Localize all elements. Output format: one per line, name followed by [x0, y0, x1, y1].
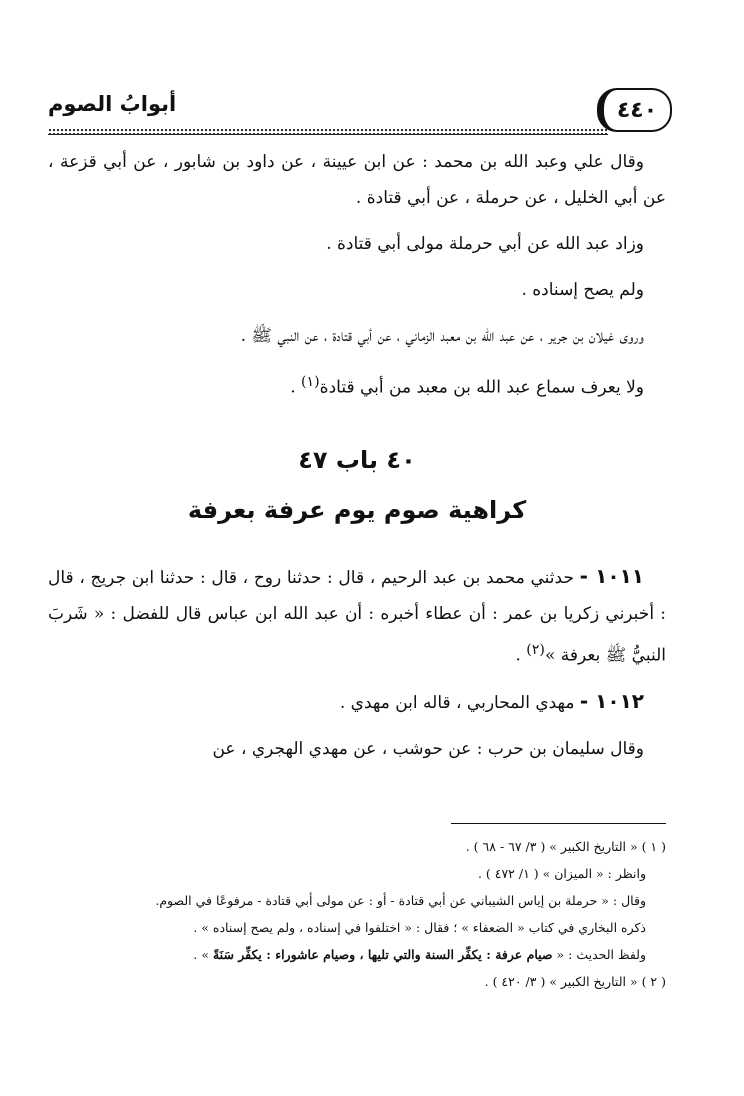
- paragraph: وقال علي وعبد الله بن محمد : عن ابن عيينة ، عن داود بن شابور ، عن أبي قزعة ، عن أبي الخليل ، عن حرملة ، عن أبي قتادة .: [48, 152, 666, 208]
- footnote-separator: [451, 823, 666, 824]
- hadith-number: ١٠١٢ -: [579, 689, 644, 714]
- hadith-paragraph: [48, 683, 666, 721]
- paragraph: وروى غيلان بن جرير ، عن عبد الله بن معبد الزماني ، عن أبي قتادة ، عن النبي ﷺ .: [240, 326, 644, 346]
- chapter-title: كراهية صوم يوم عرفة بعرفة: [187, 495, 527, 524]
- footnote-text: ولفظ الحديث : «: [556, 947, 646, 962]
- footnote: ( ١ ) « التاريخ الكبير » ( ٣/ ٦٧ - ٦٨ ) .: [465, 839, 666, 854]
- header-dotted-rule: [48, 128, 608, 135]
- book-page: [48, 88, 666, 1028]
- paragraph-text: ولا يعرف سماع عبد الله بن معبد من أبي قتادة: [319, 377, 644, 398]
- footnote: ( ٢ ) « التاريخ الكبير » ( ٣/ ٤٢٠ ) .: [484, 974, 666, 989]
- hadith-text: مهدي المحاربي ، قاله ابن مهدي .: [339, 693, 575, 714]
- paragraph: وزاد عبد الله عن أبي حرملة مولى أبي قتادة .: [326, 234, 644, 254]
- footnotes: [48, 833, 666, 995]
- footnote: [48, 941, 666, 968]
- chapter-heading: ٤٠ باب ٤٧: [298, 445, 416, 474]
- page-number: ٤٤٠: [597, 88, 672, 132]
- footnote-ref: (١): [301, 374, 320, 390]
- footnote-quote: صيام عرفة : يكفِّر السنة والتي تليها ، وصيام عاشوراء : يكفِّر سَنَةً: [212, 947, 553, 962]
- paragraph: وقال سليمان بن حرب : عن حوشب ، عن مهدي الهجري ، عن: [212, 739, 644, 760]
- running-title: أبوابُ الصوم: [48, 92, 177, 116]
- page-header: [48, 88, 666, 138]
- footnote: وقال : « حرملة بن إياس الشيباني عن أبي قتادة - أو : عن مولى أبي قتادة - مرفوعًا في الصوم.: [155, 893, 646, 908]
- hadith-paragraph: [48, 558, 666, 674]
- footnote-text: » .: [193, 947, 209, 962]
- hadith-text: حدثني محمد بن عبد الرحيم ، قال : حدثنا روح ، قال : حدثنا ابن جريج ، قال : أخبرني زكريا بن عمر : أن عطاء أخبره : أن عبد الله ابن عباس قال للفضل : « شَربَ النبيُّ ﷺ بعرفة »: [48, 567, 666, 666]
- main-text: [48, 144, 666, 767]
- paragraph: ولم يصح إسناده .: [521, 280, 644, 300]
- footnote: وانظر : « الميزان » ( ١/ ٤٧٢ ) .: [477, 866, 646, 881]
- footnote-ref: (٢): [526, 641, 545, 658]
- footnote: ذكره البخاري في كتاب « الضعفاء » ؛ فقال : « اختلفوا في إسناده ، ولم يصح إسناده » .: [193, 920, 646, 935]
- paragraph: [48, 364, 666, 406]
- paragraph-end: .: [290, 377, 301, 398]
- hadith-number: ١٠١١ -: [579, 563, 644, 588]
- hadith-end: .: [515, 645, 527, 666]
